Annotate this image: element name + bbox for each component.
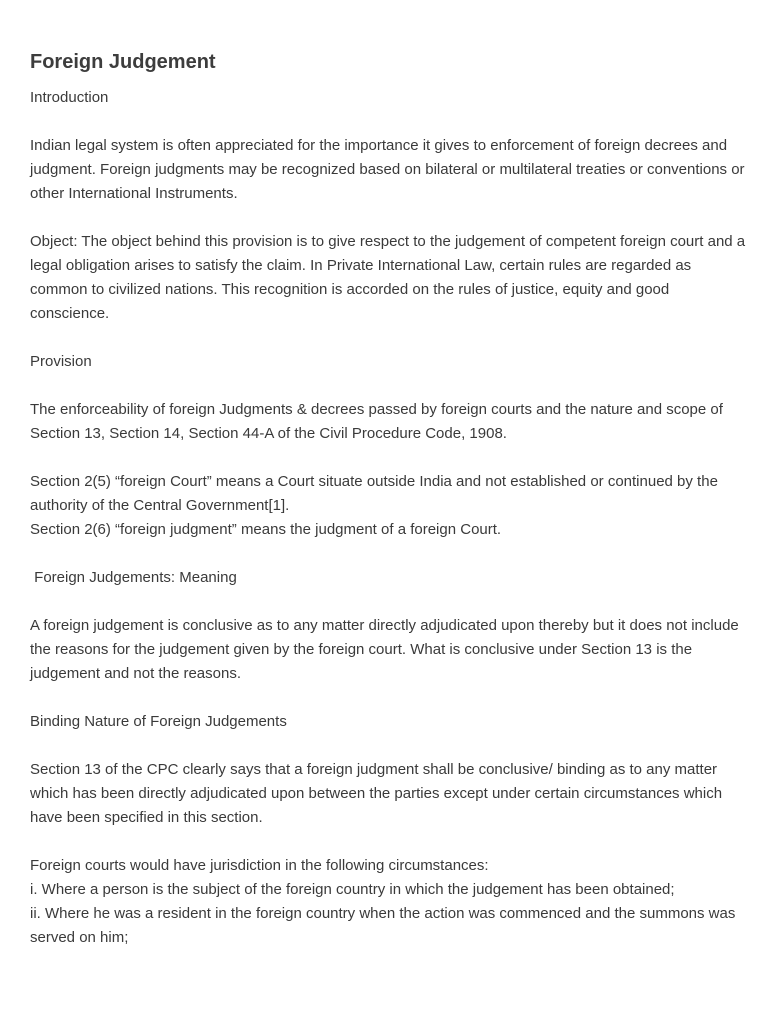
paragraph-introduction: Indian legal system is often appreciated for the importance it gives to enforcement of foreign decrees and judgment. Foreign judgments may be recognized based on bilateral or multilateral treaties or conventions or other International Instruments. — [30, 137, 745, 202]
section-heading-binding-nature: Binding Nature of Foreign Judgements — [30, 713, 287, 730]
paragraph-section-2-5: Section 2(5) “foreign Court” means a Court situate outside India and not established or continued by the authority of the Central Government[1]. — [30, 473, 718, 514]
list-item-jurisdiction-i: i. Where a person is the subject of the foreign country in which the judgement has been obtained; — [30, 881, 675, 898]
page-title: Foreign Judgement — [30, 51, 216, 73]
spacer — [30, 206, 748, 230]
spacer — [30, 110, 748, 134]
list-item-jurisdiction-ii: ii. Where he was a resident in the foreign country when the action was commenced and the summons was served on him; — [30, 905, 736, 946]
spacer — [30, 374, 748, 398]
paragraph-enforceability: The enforceability of foreign Judgments & decrees passed by foreign courts and the nature and scope of Section 13, Section 14, Section 44-A of the Civil Procedure Code, 1908. — [30, 401, 723, 442]
spacer — [30, 590, 748, 614]
paragraph-meaning: A foreign judgement is conclusive as to any matter directly adjudicated upon thereby but it does not include the reasons for the judgement given by the foreign court. What is conclusive under Section 13 is the judgement and not the reasons. — [30, 617, 739, 682]
paragraph-section-2-6: Section 2(6) “foreign judgment” means the judgment of a foreign Court. — [30, 521, 502, 538]
spacer — [30, 326, 748, 350]
paragraph-binding-nature: Section 13 of the CPC clearly says that a foreign judgment shall be conclusive/ binding as to any matter which has been directly adjudicated upon between the parties except under certain circumstances which have been specified in this section. — [30, 761, 723, 826]
section-heading-provision: Provision — [30, 353, 92, 370]
spacer — [30, 686, 748, 710]
spacer — [30, 542, 748, 566]
spacer — [30, 734, 748, 758]
spacer — [30, 830, 748, 854]
section-heading-introduction: Introduction — [30, 89, 109, 106]
spacer — [30, 446, 748, 470]
section-heading-meaning: Foreign Judgements: Meaning — [30, 569, 237, 586]
paragraph-object: Object: The object behind this provision is to give respect to the judgement of competent foreign court and a legal obligation arises to satisfy the claim. In Private International Law, certain rules are regarded as common to civilized nations. This recognition is accorded on the rules of justice, equity and good conscience. — [30, 233, 746, 322]
paragraph-jurisdiction-intro: Foreign courts would have jurisdiction in the following circumstances: — [30, 857, 489, 874]
